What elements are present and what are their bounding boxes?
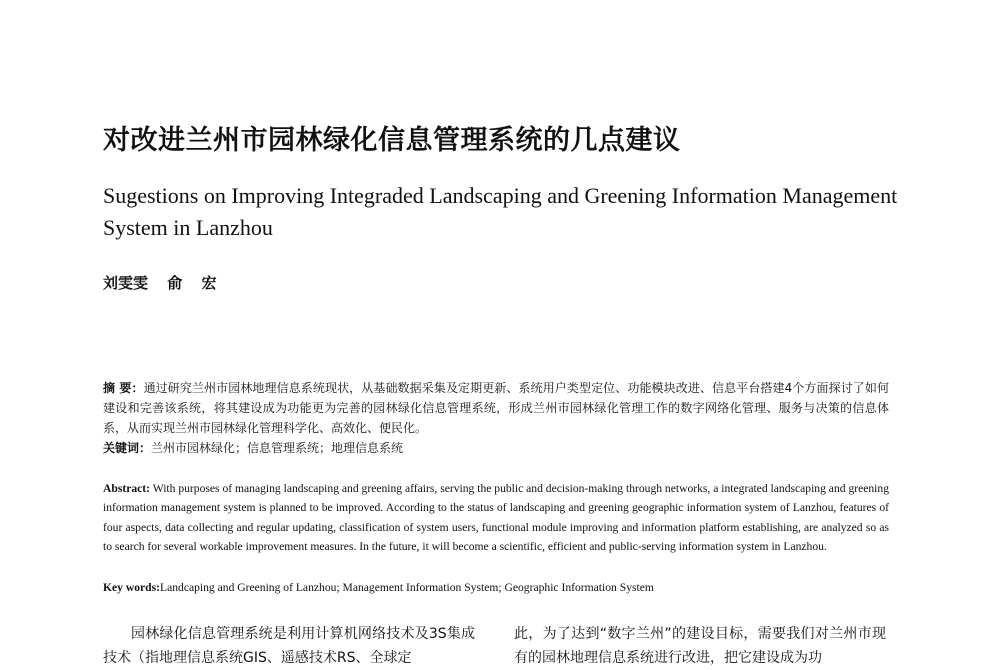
body-column-left: 园林绿化信息管理系统是利用计算机网络技术及3S集成技术（指地理信息系统GIS、遥感技术RS、全球定 [103, 626, 475, 666]
abstract-en-text: With purposes of managing landscaping and greening affairs, serving the public and decision-making through networks, a integrated landscaping and greening information management system is planned to be improved. According to the status of landscaping and greening geographic information system of Lanzhou, features of four aspects, data collecting and regular updating, classification of system users, functional module improving and information platform establishing, are analyzed so as to search for several workable improvement measures. In the future, it will become a scientific, efficient and public-serving information system in Lanzhou. [103, 482, 890, 554]
keywords-en-text: Landcaping and Greening of Lanzhou; Management Information System; Geographic Information System [160, 581, 654, 594]
keywords-en-label: Key words: [103, 581, 160, 594]
abstract-chinese [103, 378, 889, 438]
authors: 刘雯雯 俞 宏 [103, 274, 217, 292]
title-chinese: 对改进兰州市园林绿化信息管理系统的几点建议 [103, 125, 681, 156]
keywords-chinese [103, 438, 889, 458]
abstract-cn-label: 摘 要： [103, 381, 144, 395]
keywords-english [103, 578, 889, 597]
abstract-en-label: Abstract: [103, 482, 151, 495]
abstract-english [103, 479, 889, 557]
title-english: Sugestions on Improving Integraded Landscaping and Greening Information Management System in Lanzhou [103, 183, 898, 240]
body-column-right: 此，为了达到“数字兰州”的建设目标，需要我们对兰州市现有的园林地理信息系统进行改进，把它建设成为功 [514, 626, 886, 666]
keywords-cn-text: 兰州市园林绿化；信息管理系统；地理信息系统 [151, 441, 404, 455]
abstract-cn-text: 通过研究兰州市园林地理信息系统现状，从基础数据采集及定期更新、系统用户类型定位、功能模块改进、信息平台搭建4个方面探讨了如何建设和完善该系统，将其建设成为功能更为完善的园林绿化信息管理系统，形成兰州市园林绿化管理工作的数字网络化管理、服务与决策的信息体系，从而实现兰州市园林绿化管理科学化、高效化、便民化。 [103, 381, 889, 435]
keywords-cn-label: 关键词： [103, 441, 152, 455]
